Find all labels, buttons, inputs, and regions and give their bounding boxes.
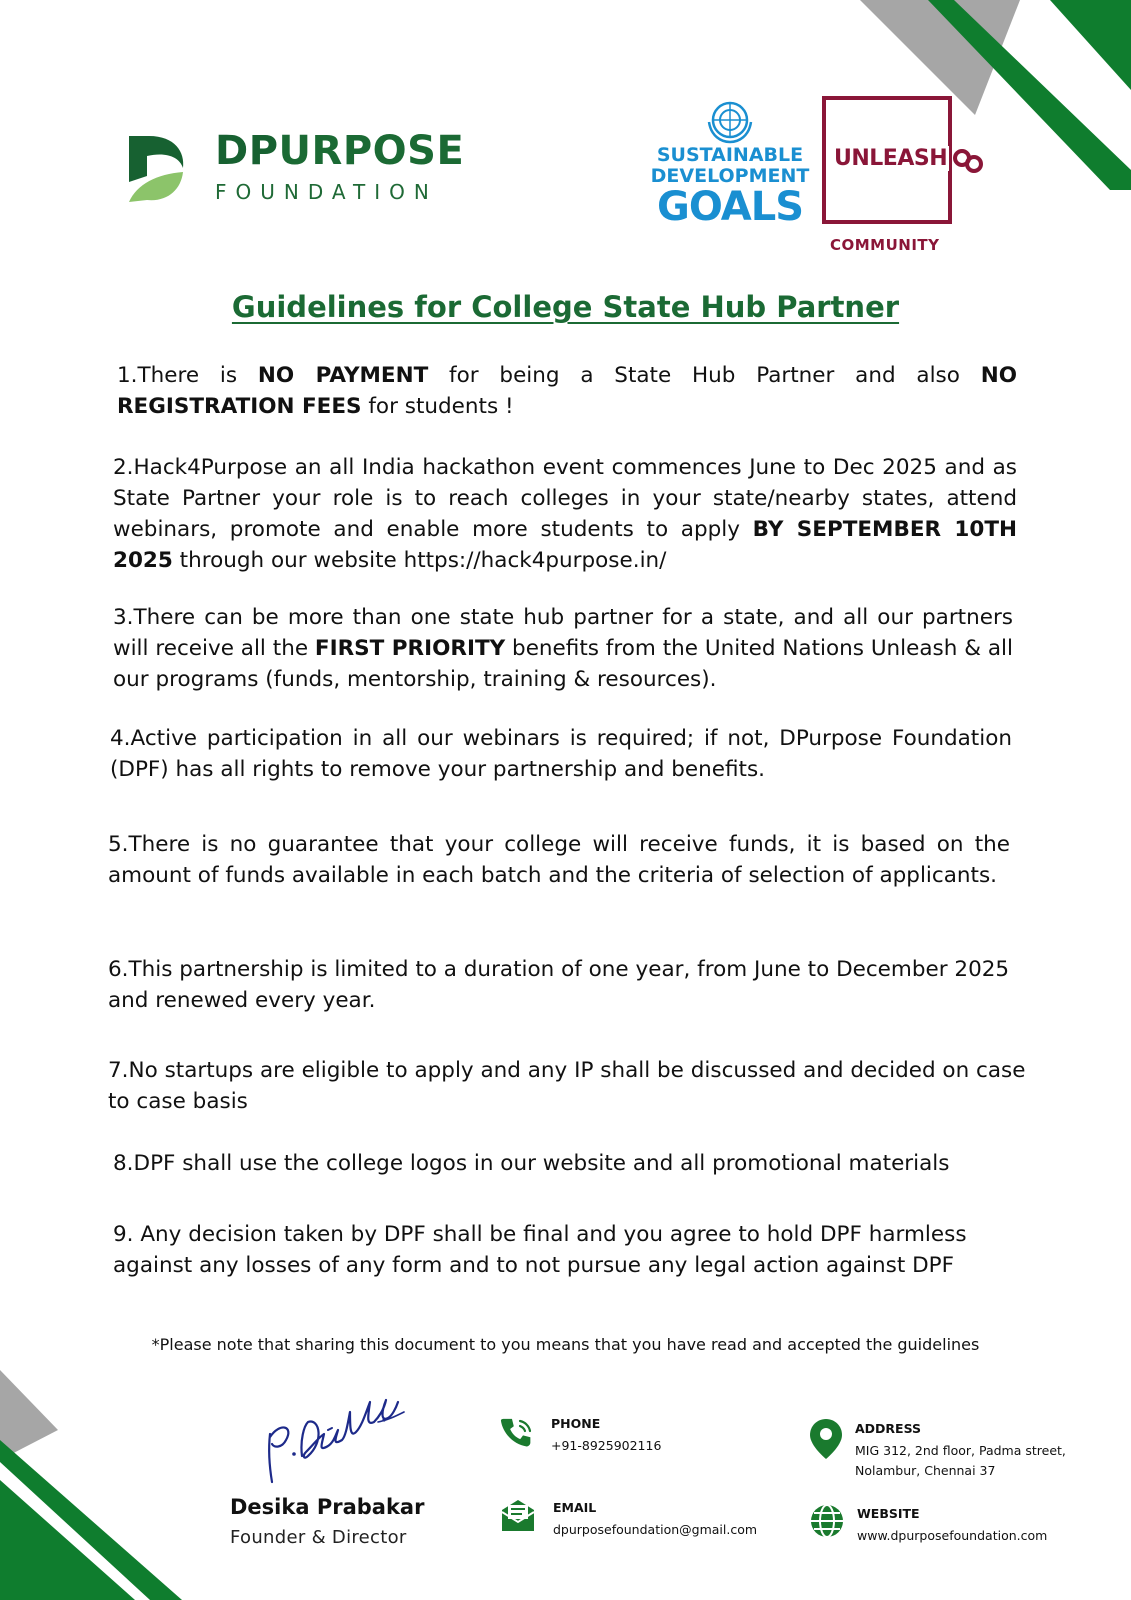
guideline-6: 6.This partnership is limited to a duration of one year, from June to December 2025 and renewed every year. (108, 957, 1010, 1013)
address-label: ADDRESS (855, 1421, 922, 1436)
unleash-wordmark: UNLEASH (834, 146, 948, 171)
page-title: Guidelines for College State Hub Partner (231, 290, 900, 324)
globe-icon (809, 1503, 845, 1539)
sdg-line-1: SUSTAINABLE (656, 144, 804, 166)
unleash-chain-icon (952, 146, 992, 176)
phone-icon (500, 1417, 534, 1451)
foundation-wordmark: FOUNDATION (215, 180, 438, 204)
guideline-2: 2.Hack4Purpose an all India hackathon event commences June to Dec 2025 and as State Partner your role is to reach colleges in your state/nearby states, attend webinars, promote and enable more students to apply BY SEPTEMBER 10TH 2025 through our website https://hack4purpose.in/ (113, 455, 1017, 573)
unleash-logo (822, 96, 952, 224)
signature-image (258, 1382, 408, 1487)
address-line-2: Nolambur, Chennai 37 (855, 1463, 996, 1478)
decorative-corner-bottom-left (0, 1370, 190, 1600)
signatory-name: Desika Prabakar (230, 1495, 425, 1519)
guideline-1: 1.There is NO PAYMENT for being a State Hub Partner and also NO REGISTRATION FEES for students ! (117, 363, 1017, 419)
dpurpose-wordmark: DPURPOSE (215, 128, 465, 174)
dpurpose-leaf-icon (127, 134, 187, 204)
email-label: EMAIL (553, 1500, 597, 1515)
acceptance-note: *Please note that sharing this document to you means that you have read and accepted the guidelines (151, 1335, 980, 1354)
sdg-line-2: DEVELOPMENT (650, 165, 810, 187)
un-emblem-icon (703, 100, 757, 144)
email-value[interactable]: dpurposefoundation@gmail.com (553, 1522, 758, 1537)
address-line-1: MIG 312, 2nd floor, Padma street, (855, 1443, 1066, 1458)
location-pin-icon (809, 1418, 843, 1460)
phone-label: PHONE (551, 1416, 601, 1431)
phone-value[interactable]: +91-8925902116 (551, 1438, 662, 1453)
unleash-community-label: COMMUNITY (830, 236, 940, 254)
guideline-8: 8.DPF shall use the college logos in our website and all promotional materials (113, 1151, 950, 1176)
sdg-line-3: GOALS (656, 184, 803, 230)
signatory-role: Founder & Director (230, 1527, 407, 1548)
guideline-4: 4.Active participation in all our webinars is required; if not, DPurpose Foundation (DPF) has all rights to remove your partnership and benefits. (110, 726, 1012, 782)
guideline-9: 9. Any decision taken by DPF shall be final and you agree to hold DPF harmless against any losses of any form and to not pursue any legal action against DPF (113, 1222, 967, 1278)
website-value[interactable]: www.dpurposefoundation.com (857, 1528, 1048, 1543)
guideline-5: 5.There is no guarantee that your college will receive funds, it is based on the amount of funds available in each batch and the criteria of selection of applicants. (108, 832, 1010, 888)
website-label: WEBSITE (857, 1506, 920, 1521)
sdg-logo (650, 100, 810, 235)
guideline-7: 7.No startups are eligible to apply and any IP shall be discussed and decided on case to case basis (108, 1058, 1026, 1114)
email-icon (500, 1498, 536, 1534)
guideline-3: 3.There can be more than one state hub partner for a state, and all our partners will receive all the FIRST PRIORITY benefits from the United Nations Unleash & all our programs (funds, mentorship, training & resources). (113, 605, 1013, 692)
dpurpose-logo (127, 128, 472, 208)
